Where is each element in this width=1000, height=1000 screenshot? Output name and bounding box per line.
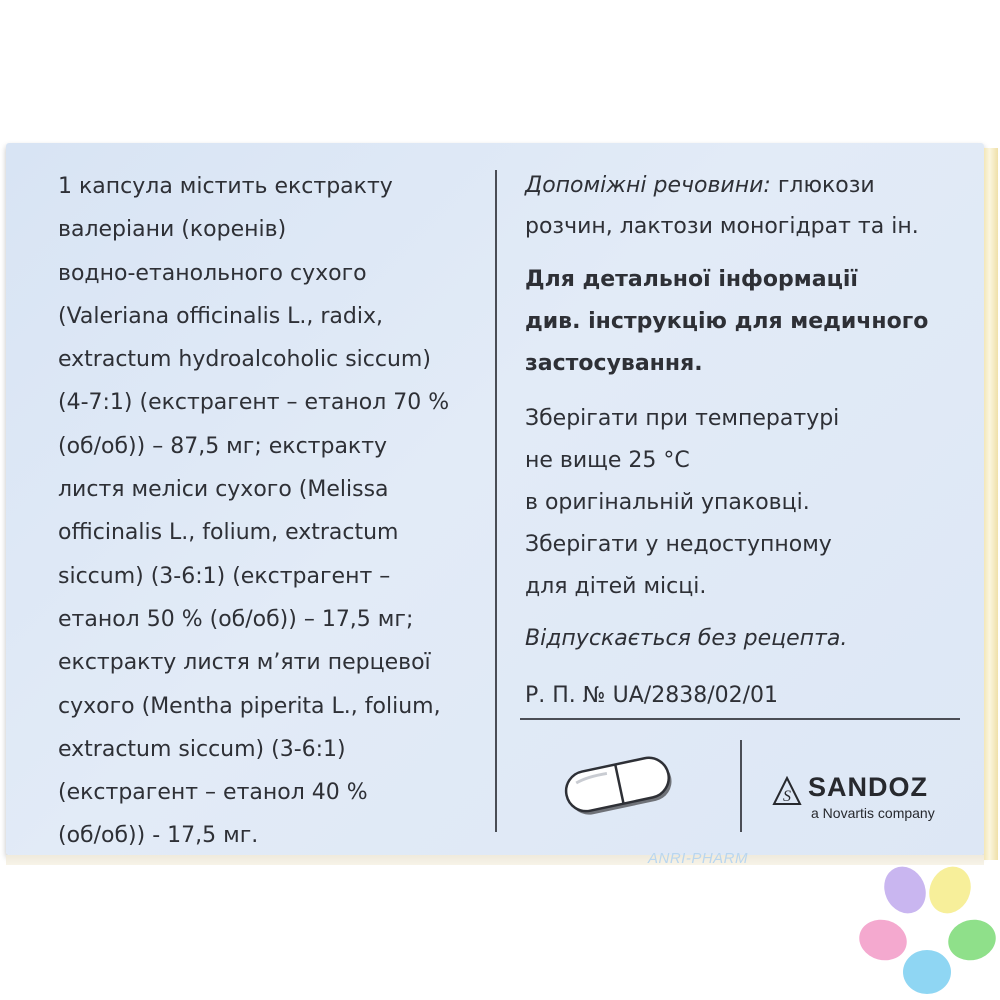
storage-line: не вище 25 °С bbox=[525, 448, 690, 473]
logo-divider bbox=[740, 740, 742, 832]
detail-line: застосування. bbox=[525, 351, 703, 376]
storage-line: Зберігати у недоступному bbox=[525, 532, 832, 557]
detail-line: див. інструкцію для медичного bbox=[525, 309, 929, 334]
detail-info bbox=[525, 259, 965, 385]
brand-subtitle: a Novartis company bbox=[811, 805, 935, 821]
storage-line: в оригінальній упаковці. bbox=[525, 490, 810, 515]
composition-line: водно-етанольного сухого bbox=[58, 260, 367, 286]
composition-line: (об/об)) - 17,5 мг. bbox=[58, 823, 259, 849]
horizontal-divider bbox=[520, 718, 960, 720]
composition-line: siccum) (3-6:1) (екстрагент – bbox=[58, 563, 391, 589]
capsule-icon bbox=[560, 752, 680, 822]
svg-text:S: S bbox=[783, 788, 791, 805]
auxiliary-label: Допоміжні речовини: bbox=[525, 173, 771, 198]
composition-line: officinalis L., folium, extractum bbox=[58, 520, 399, 546]
composition-line: листя меліси сухого (Melissa bbox=[58, 477, 389, 503]
composition-line: extractum hydroalcoholic siccum) bbox=[58, 347, 431, 373]
registration-number: Р. П. № UA/2838/02/01 bbox=[525, 683, 779, 708]
watermark-text: ANRI-PHARM bbox=[648, 850, 749, 867]
composition-line: сухого (Mentha piperita L., folium, bbox=[58, 693, 441, 719]
composition-line: етанол 50 % (об/об)) – 17,5 мг; bbox=[58, 606, 414, 632]
sandoz-logo-icon bbox=[772, 776, 802, 806]
composition-line: (об/об)) – 87,5 мг; екстракту bbox=[58, 433, 388, 459]
composition-line: (Valeriana officinalis L., radix, bbox=[58, 303, 384, 329]
composition-line: (4-7:1) (екстрагент – етанол 70 % bbox=[58, 390, 450, 416]
detail-line: Для детальної інформації bbox=[525, 267, 858, 292]
composition-line: 1 капсула містить екстракту bbox=[58, 174, 393, 199]
auxiliary-rest: глюкози bbox=[770, 173, 875, 198]
package-side-edge bbox=[984, 148, 998, 860]
auxiliary-line-2: розчин, лактози моногідрат та ін. bbox=[525, 214, 919, 239]
sandoz-logo bbox=[772, 770, 972, 830]
composition-line: екстракту листя м’яти перцевої bbox=[58, 650, 431, 676]
brand-name: SANDOZ bbox=[808, 772, 928, 802]
flower-logo-icon bbox=[855, 860, 1000, 1000]
column-divider bbox=[495, 170, 497, 832]
storage-line: Зберігати при температурі bbox=[525, 406, 840, 431]
composition-line: extractum siccum) (3-6:1) bbox=[58, 736, 346, 762]
auxiliary-line-1 bbox=[525, 165, 965, 206]
info-text bbox=[525, 165, 965, 717]
storage-line: для дітей місці. bbox=[525, 574, 707, 599]
storage-info bbox=[525, 398, 965, 608]
composition-text bbox=[58, 165, 478, 858]
otc-note: Відпускається без рецепта. bbox=[525, 626, 848, 651]
composition-line: валеріани (коренів) bbox=[58, 217, 287, 243]
composition-line: (екстрагент – етанол 40 % bbox=[58, 780, 368, 806]
